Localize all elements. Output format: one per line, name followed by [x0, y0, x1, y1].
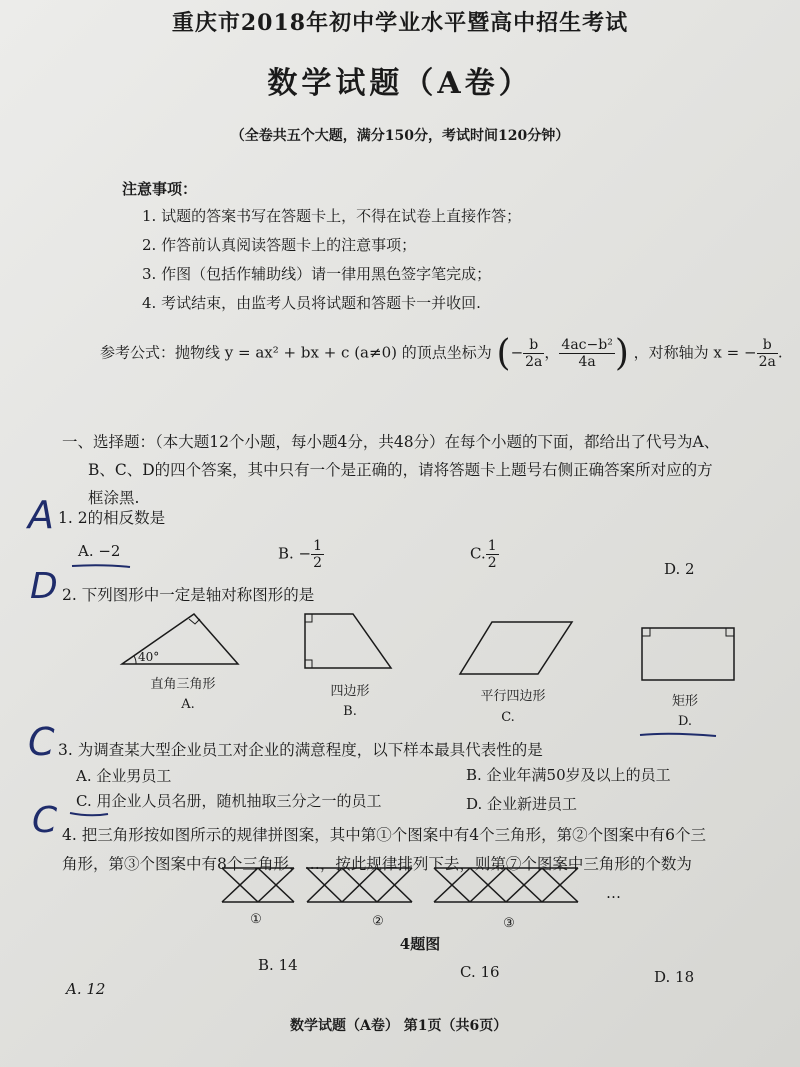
question-3: 3. 为调查某大型企业员工对企业的满意程度，以下样本最具代表性的是: [58, 741, 543, 759]
exam-title: 重庆市2018年初中学业水平暨高中招生考试: [171, 10, 629, 36]
q4-option-c: C. 16: [460, 963, 500, 981]
formula-middle: ，对称轴为 x = −: [633, 343, 757, 362]
parallelogram-figure: [458, 620, 576, 678]
figure-caption: 4题图: [399, 935, 441, 953]
handwritten-answer-q2: D: [30, 566, 58, 607]
quadrilateral-figure: [303, 612, 395, 672]
q1-option-a: A. −2: [78, 542, 121, 560]
notice-heading: 注意事项：: [122, 180, 198, 198]
notice-item: 4. 考试结束，由监考人员将试题和答题卡一并收回.: [142, 294, 481, 312]
handwritten-answer-q3: C: [28, 720, 55, 764]
page-footer: 数学试题（A卷） 第1页（共6页）: [290, 1018, 508, 1034]
q1-option-d: D. 2: [664, 560, 695, 578]
figure-name-d: 矩形: [671, 694, 698, 709]
figure-name-c: 平行四边形: [480, 689, 546, 704]
exam-info: （全卷共五个大题，满分150分，考试时间120分钟）: [230, 128, 570, 144]
question-1: 1. 2的相反数是: [58, 509, 166, 527]
section-text: 框涂黑.: [88, 489, 140, 507]
section-heading: 一、选择题：（本大题12个小题，每小题4分，共48分）在每个小题的下面，都给出了代号为A、: [62, 433, 720, 451]
question-2: 2. 下列图形中一定是轴对称图形的是: [62, 586, 315, 604]
paren-open: (: [496, 333, 511, 374]
notice-item: 1. 试题的答案书写在答题卡上，不得在试卷上直接作答；: [142, 207, 522, 225]
pattern-ellipsis: …: [606, 884, 621, 902]
handwritten-underline-q1: [72, 563, 132, 569]
handwritten-underline-q3: [70, 810, 110, 818]
pattern-label-2: ②: [372, 914, 384, 929]
handwritten-underline-q2: [640, 731, 720, 739]
pattern-label-3: ③: [503, 916, 515, 931]
q4-option-d: D. 18: [654, 968, 695, 986]
pattern-2-figure: [305, 866, 417, 906]
figure-letter-b: B.: [343, 704, 357, 719]
vertex-y-fraction: $\frac{\text{4ac−b²}}{4a}$: [561, 336, 613, 370]
rectangle-figure: [640, 626, 736, 682]
pattern-3-figure: [432, 866, 582, 906]
figure-letter-d: D.: [677, 714, 693, 729]
handwritten-answer-q4: C: [32, 800, 58, 841]
question-4-line2: 角形，第③个图案中有8个三角形，…，按此规律排列下去，则第⑦个图案中三角形的个数为: [62, 855, 692, 873]
q3-option-b: B. 企业年满50岁及以上的员工: [466, 766, 671, 784]
figure-letter-a: A.: [181, 697, 195, 712]
figure-letter-c: C.: [501, 710, 515, 725]
figure-name-a: 直角三角形: [150, 677, 216, 692]
q3-option-a: A. 企业男员工: [76, 767, 172, 785]
paper-title: 数学试题（A卷）: [267, 66, 533, 101]
reference-formula: 参考公式：抛物线 y = ax² + bx + c (a≠0) 的顶点坐标为 (− $\frac{b}{2a}$ ， $\frac{\text{4ac−b²}}{4a}$ ) ，对称轴为 x = − $\frac{b}{2a}$ .: [100, 333, 783, 374]
notice-item: 2. 作答前认真阅读答题卡上的注意事项；: [142, 236, 417, 254]
pattern-1-figure: [220, 866, 300, 906]
pattern-label-1: ①: [250, 912, 262, 927]
vertex-x-fraction: $\frac{b}{2a}$: [525, 336, 543, 370]
q3-option-c: C. 用企业人员名册，随机抽取三分之一的员工: [76, 792, 382, 810]
q1-option-b: B. − $\frac{1}{2}$: [278, 538, 323, 572]
formula-prefix: 参考公式：抛物线 y = ax² + bx + c (a≠0) 的顶点坐标为: [100, 343, 492, 362]
section-text: B、C、D的四个答案，其中只有一个是正确的，请将答题卡上题号右侧正确答案所对应的方: [88, 461, 713, 479]
axis-fraction: $\frac{b}{2a}$: [758, 336, 776, 370]
q4-option-a: A. 12: [66, 980, 106, 998]
handwritten-answer-q1: A: [28, 493, 54, 537]
paren-close: ): [614, 333, 629, 374]
q4-option-b: B. 14: [258, 956, 298, 974]
question-4-line1: 4. 把三角形按如图所示的规律拼图案，其中第①个图案中有4个三角形，第②个图案中有6个三: [62, 826, 706, 844]
q3-option-d: D. 企业新进员工: [466, 795, 578, 813]
angle-label: 40°: [138, 650, 160, 664]
notice-item: 3. 作图（包括作辅助线）请一律用黑色签字笔完成；: [142, 265, 492, 283]
figure-name-b: 四边形: [330, 684, 370, 699]
q1-option-c: C. $\frac{1}{2}$: [470, 538, 497, 572]
